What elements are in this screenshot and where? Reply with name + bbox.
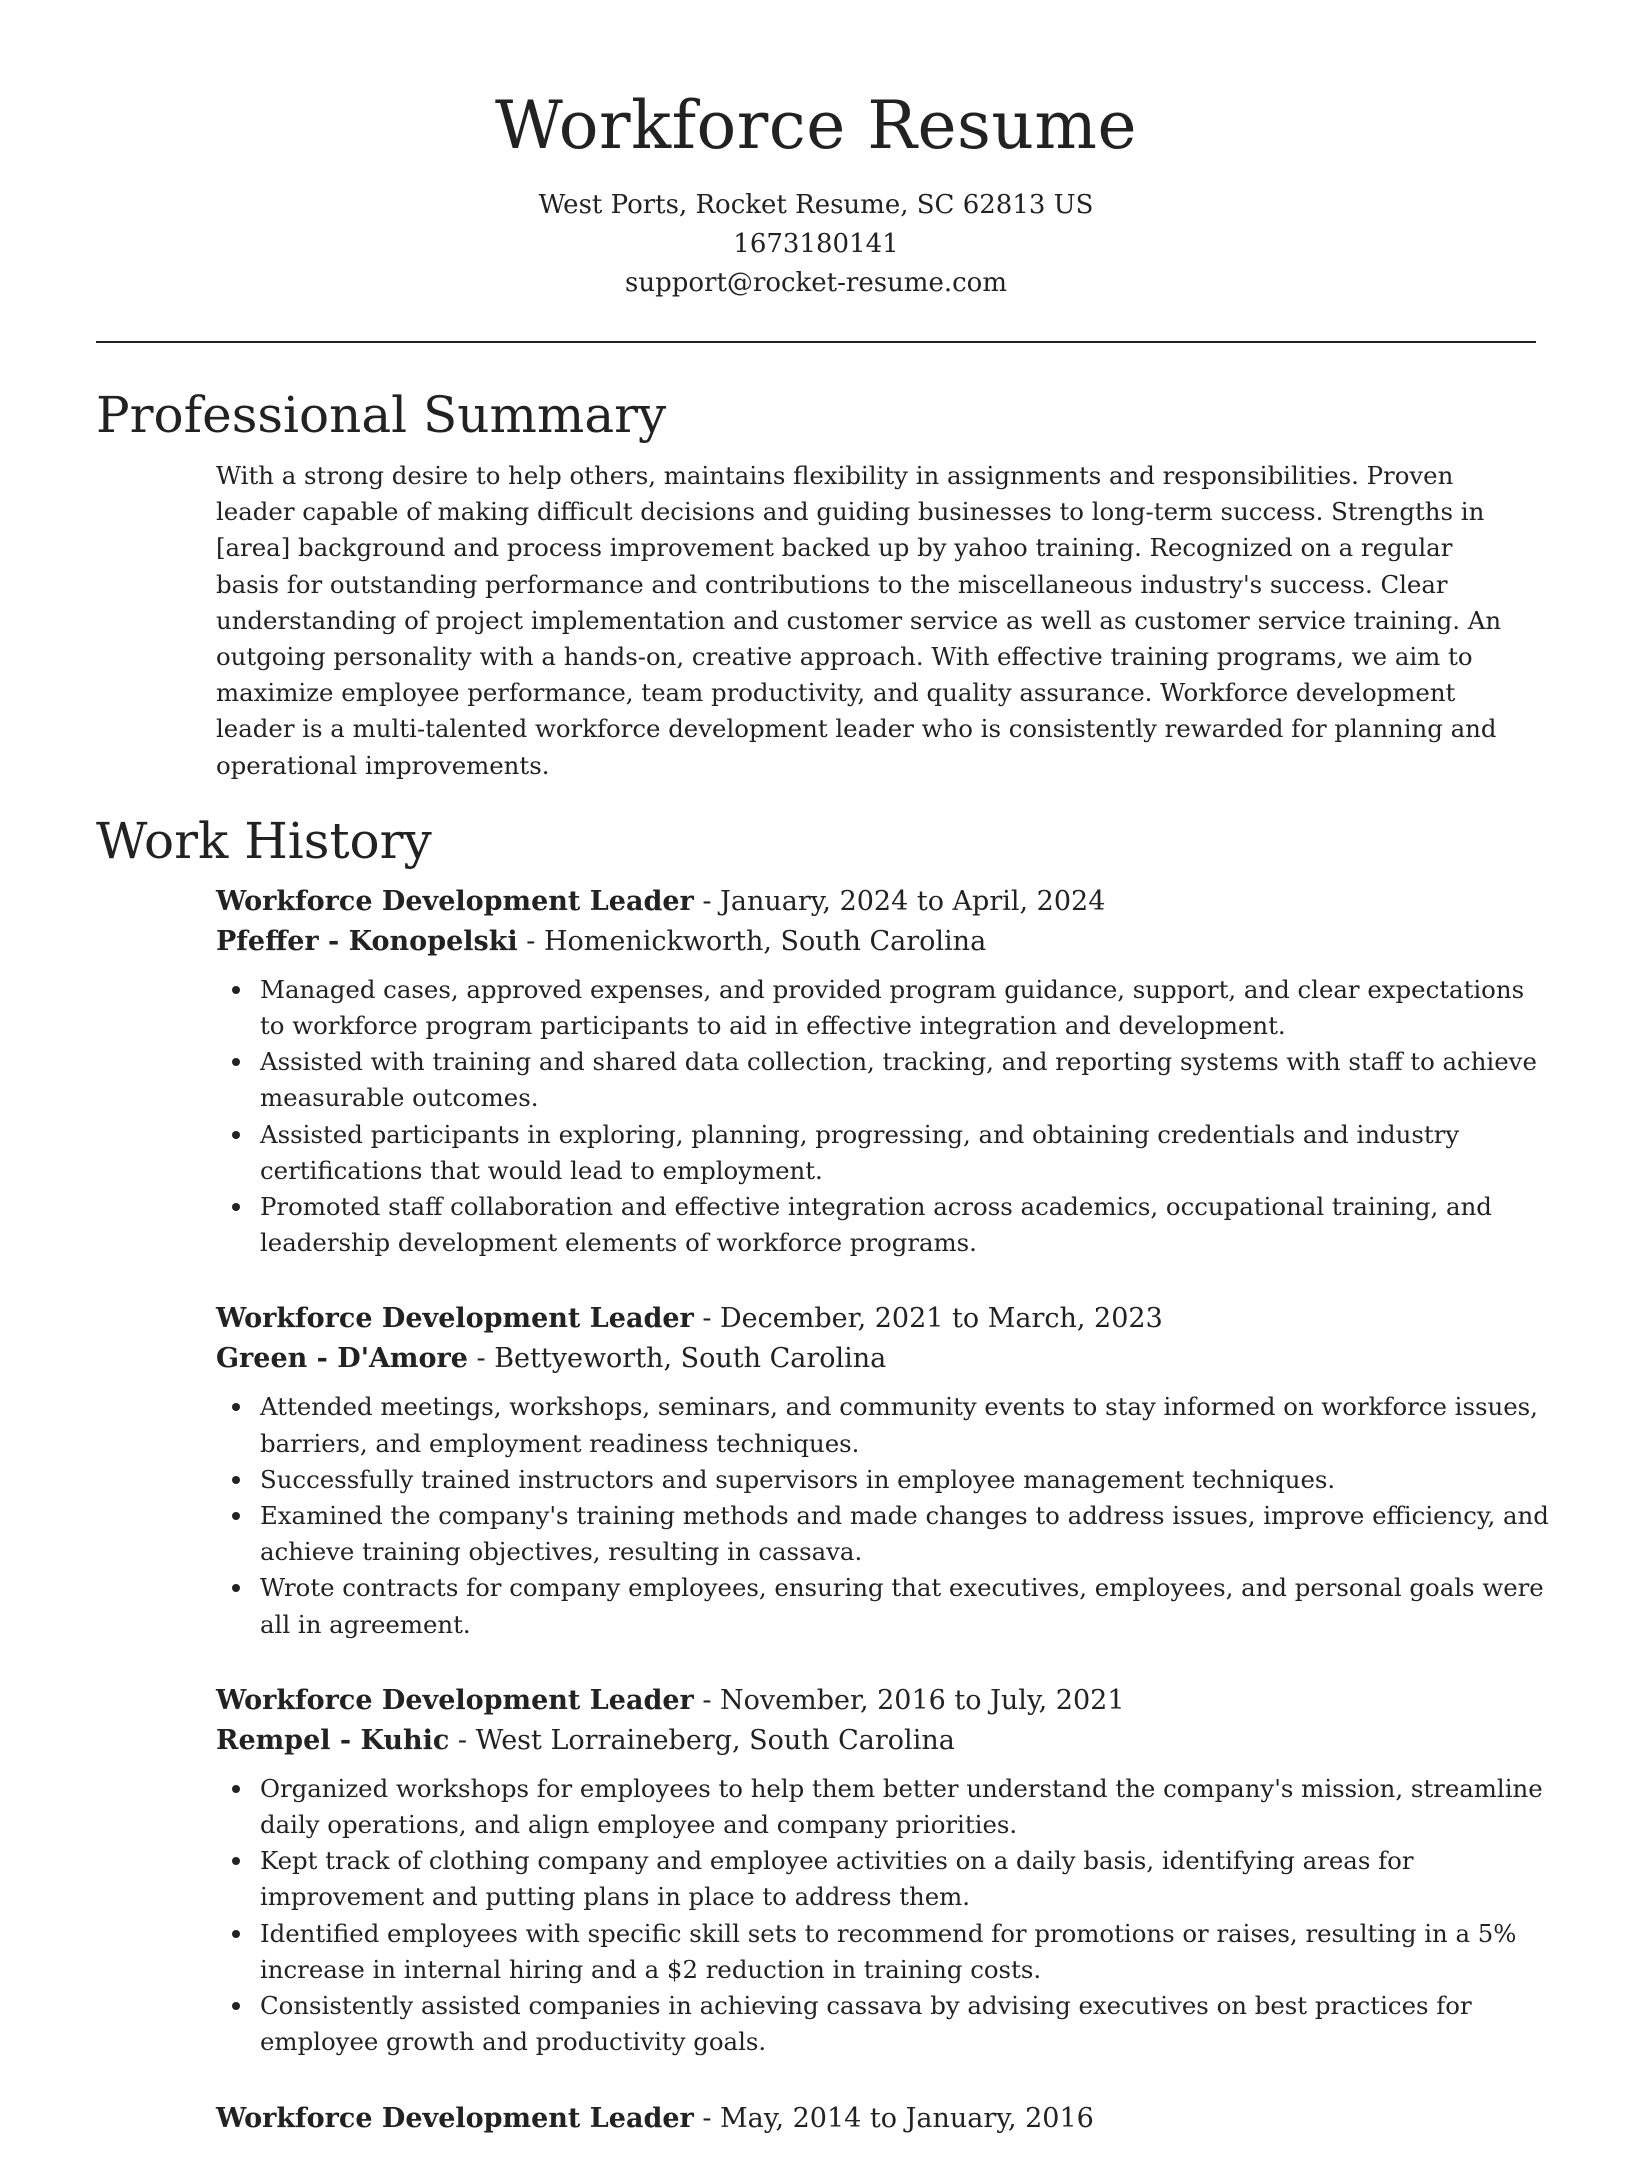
job-role: Workforce Development Leader <box>216 885 694 917</box>
work-history-body <box>216 882 1549 2139</box>
job-company: Green - D'Amore <box>216 1343 468 1375</box>
job-role: Workforce Development Leader <box>216 2102 694 2134</box>
job-bullets <box>216 1389 1549 1642</box>
bullet-text: Consistently assisted companies in achieving cassava by advising executives on best practices for employee growth and productivity goals. <box>260 1991 1472 2057</box>
job-entry <box>216 1299 1549 1642</box>
candidate-name: Workforce Resume <box>494 87 1138 164</box>
professional-summary-section <box>96 380 1536 784</box>
bullet-icon <box>232 1785 240 1793</box>
job-dates: May, 2014 to January, 2016 <box>720 2102 1094 2134</box>
header-divider <box>96 341 1536 343</box>
bullet-text: Successfully trained instructors and supervisors in employee management techniques. <box>260 1464 1336 1494</box>
bullet-icon <box>232 986 240 994</box>
list-item <box>216 1462 1550 1498</box>
job-title-line <box>216 1681 1536 1721</box>
section-title-summary: Professional Summary <box>96 386 667 444</box>
bullet-text: Kept track of clothing company and employee activities on a daily basis, identifying areas for improvement and putting plans in place to address them. <box>260 1846 1414 1912</box>
bullet-text: Wrote contracts for company employees, ensuring that executives, employees, and personal goals were all in agreement. <box>260 1573 1544 1639</box>
bullet-icon <box>232 1512 240 1520</box>
list-item <box>216 1389 1550 1461</box>
job-title-line <box>216 2099 1536 2139</box>
job-company-line <box>216 922 1536 962</box>
work-history-section <box>96 806 1549 2139</box>
section-title-work-history: Work History <box>96 811 432 870</box>
bullet-icon <box>232 1584 240 1592</box>
job-location: West Lorraineberg, South Carolina <box>475 1724 955 1756</box>
job-entry <box>216 882 1536 1262</box>
bullet-icon <box>232 1403 240 1411</box>
job-separator: - <box>693 2102 721 2134</box>
bullet-icon <box>232 1203 240 1211</box>
bullet-icon <box>232 1857 240 1865</box>
job-company: Pfeffer - Konopelski <box>216 925 518 957</box>
job-bullets <box>216 972 1536 1262</box>
job-separator: - <box>517 925 544 957</box>
job-location: Homenickworth, South Carolina <box>543 925 987 957</box>
summary-text: With a strong desire to help others, maintains flexibility in assignments and responsibilities. Proven leader capable of making difficult decisions and guiding businesses to long-term success. Strengths in [area] background and process improvement backed up by yahoo training. Recognized on a regular basis for outstanding performance and contributions to the miscellaneous industry's success. Clear understanding of project implementation and customer service as well as customer service training. An outgoing personality with a hands-on, creative approach. With effective training programs, we aim to maximize employee performance, team productivity, and quality assurance. Workforce development leader is a multi-talented workforce development leader who is consistently rewarded for planning and operational improvements. <box>216 461 1502 780</box>
list-item <box>216 1988 1550 2060</box>
bullet-icon <box>232 1476 240 1484</box>
bullet-text: Assisted with training and shared data collection, tracking, and reporting systems with staff to achieve measurable outcomes. <box>260 1047 1537 1113</box>
job-dates: December, 2021 to March, 2023 <box>720 1303 1163 1335</box>
resume-header <box>96 78 1536 303</box>
job-separator: - <box>449 1724 476 1756</box>
bullet-text: Organized workshops for employees to help them better understand the company's mission, streamline daily operations, and align employee and company priorities. <box>260 1773 1543 1840</box>
job-separator: - <box>693 1684 721 1716</box>
resume-content <box>96 380 1549 2177</box>
bullet-text: Identified employees with specific skill sets to recommend for promotions or raises, resulting in a 5% increase in internal hiring and a $2 reduction in training costs. <box>260 1918 1517 1984</box>
job-entry <box>216 2099 1536 2139</box>
job-dates: November, 2016 to July, 2021 <box>720 1684 1125 1716</box>
list-item <box>216 1843 1550 1915</box>
job-separator: - <box>693 1303 721 1335</box>
list-item <box>216 1189 1550 1261</box>
list-item <box>216 972 1550 1044</box>
job-title-line <box>216 1299 1536 1339</box>
contact-phone: 1673180141 <box>733 229 899 259</box>
job-entry <box>216 1681 1543 2061</box>
job-bullets <box>216 1771 1543 2061</box>
contact-email: support@rocket-resume.com <box>624 268 1007 298</box>
job-dates: January, 2024 to April, 2024 <box>720 885 1106 917</box>
bullet-icon <box>232 2002 240 2010</box>
list-item <box>216 1570 1550 1642</box>
bullet-icon <box>232 1058 240 1066</box>
bullet-text: Attended meetings, workshops, seminars, and community events to stay informed on workforce issues, barriers, and employment readiness techniques. <box>260 1392 1538 1458</box>
bullet-text: Promoted staff collaboration and effective integration across academics, occupational training, and leadership development elements of workforce programs. <box>260 1192 1492 1258</box>
job-location: Bettyeworth, South Carolina <box>494 1343 887 1375</box>
list-item <box>216 1498 1550 1570</box>
list-item <box>216 1771 1550 1843</box>
job-role: Workforce Development Leader <box>216 1303 694 1335</box>
bullet-icon <box>232 1131 240 1139</box>
bullet-icon <box>232 1930 240 1938</box>
bullet-text: Assisted participants in exploring, planning, progressing, and obtaining credentials and industry certifications that would lead to employment. <box>260 1119 1460 1185</box>
job-company-line <box>216 1721 1536 1761</box>
list-item <box>216 1117 1550 1189</box>
bullet-text: Managed cases, approved expenses, and provided program guidance, support, and clear expectations to workforce program participants to aid in effective integration and development. <box>260 974 1525 1041</box>
job-separator: - <box>467 1343 495 1375</box>
job-separator: - <box>693 885 721 917</box>
job-company-line <box>216 1339 1536 1379</box>
job-title-line <box>216 882 1536 922</box>
list-item <box>216 1916 1550 1988</box>
contact-address: West Ports, Rocket Resume, SC 62813 US <box>538 190 1094 220</box>
bullet-text: Examined the company's training methods and made changes to address issues, improve efficiency, and achieve training objectives, resulting in cassava. <box>260 1501 1549 1567</box>
job-role: Workforce Development Leader <box>216 1684 694 1716</box>
list-item <box>216 1044 1550 1116</box>
summary-body <box>216 458 1536 784</box>
job-company: Rempel - Kuhic <box>216 1724 450 1756</box>
